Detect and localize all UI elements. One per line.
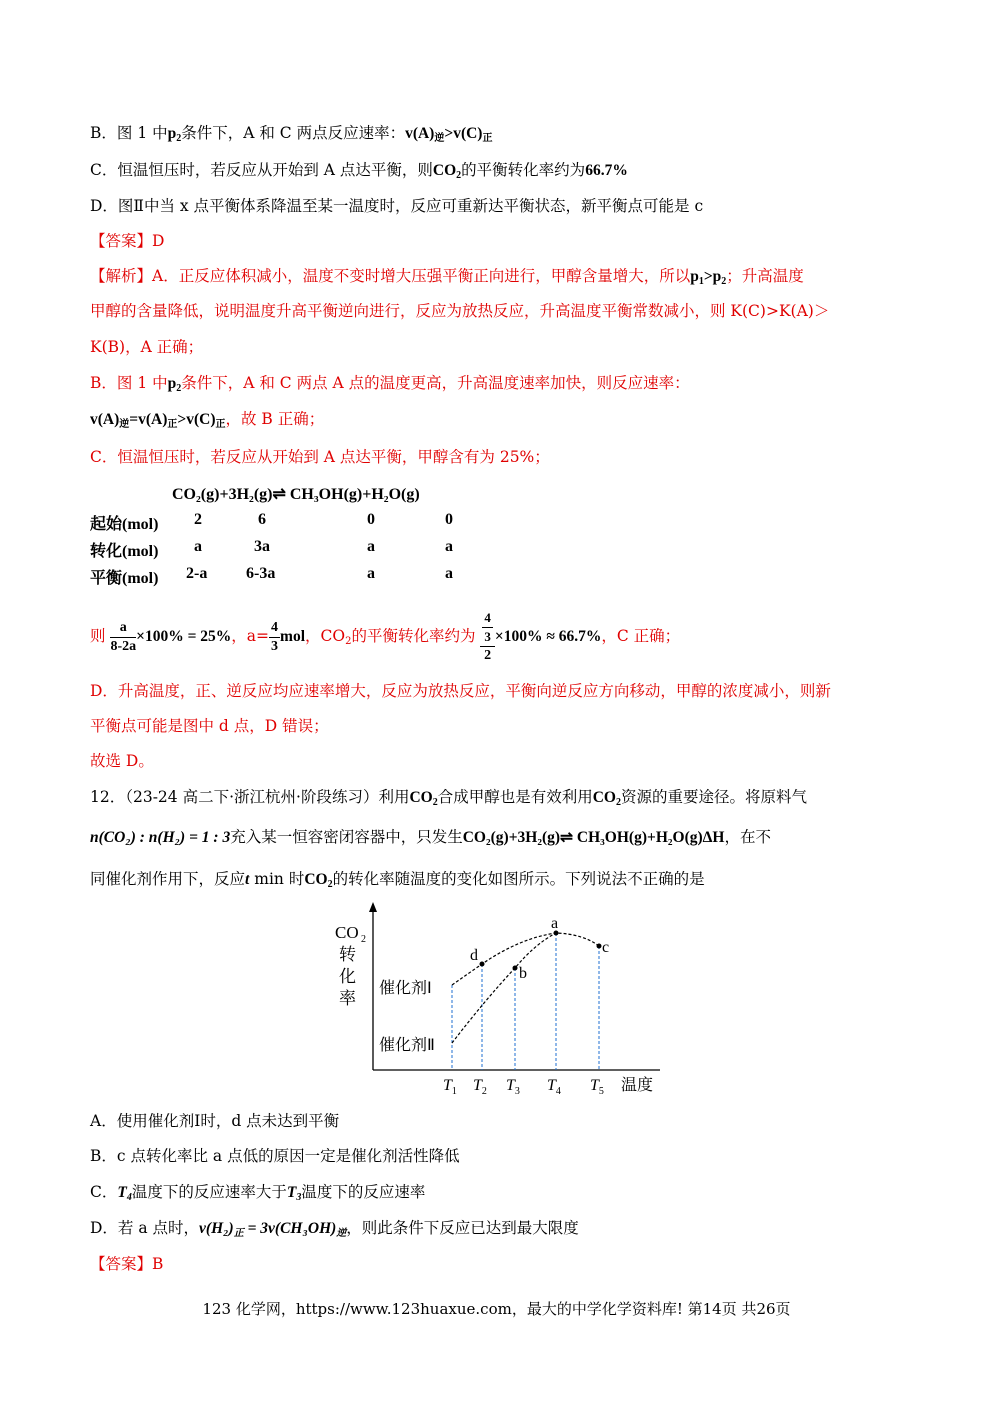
y-label-sub: 2 [361, 934, 366, 945]
question-12-line1: 12．（23-24 高二下·浙江杭州·阶段练习）利用$CO_2$合成甲醇也是有效利用$CO_2$资源的重要途径。将原料气 [90, 788, 807, 808]
fraction: $\frac{a}{8-2a}$ [110, 619, 137, 654]
fraction: $\frac{4}{3}$ [271, 619, 279, 654]
point-label-a: a [551, 915, 559, 932]
conversion-rate-figure [325, 900, 675, 1100]
ice-cell: 2 [194, 511, 202, 528]
explanation-a-line2: 甲醇的含量降低，说明温度升高平衡逆向进行，反应为放热反应，升高温度平衡常数减小，则 K(C)>K(A)＞ [90, 302, 830, 320]
ice-cell: 0 [445, 511, 453, 528]
ice-cell: a [367, 538, 375, 555]
y-label-co2: CO [335, 923, 359, 942]
ice-row-label: 起始(mol) [90, 516, 159, 533]
question-12-line3: 同催化剂作用下，反应t min 时$CO_2$的转化率随温度的变化如图所示。下列说法不正确的是 [90, 870, 705, 890]
point-label-b: b [519, 965, 527, 982]
explanation-a-line1: 【解析】A．正反应体积减小，温度不变时增大压强平衡正向进行，甲醇含量增大，所以$p_1>p_2$；升高温度 [90, 267, 804, 287]
option-c: C．恒温恒压时，若反应从开始到 A 点达平衡，则$CO_2$的平衡转化率约为66.7% [90, 161, 628, 181]
tick-label-t2: $T_2$ [473, 1077, 487, 1097]
point-b [513, 966, 518, 971]
explanation-a-line3: K(B)，A 正确； [90, 338, 204, 356]
q12-option-a: A．使用催化剂Ⅰ时，d 点未达到平衡 [90, 1112, 340, 1130]
ice-row-label: 平衡(mol) [90, 570, 159, 587]
ice-cell: a [445, 565, 453, 582]
explanation-conclusion: 故选 D。 [90, 752, 154, 770]
explanation-d-line1: D．升高温度，正、逆反应均应速率增大，反应为放热反应，平衡向逆反应方向移动，甲醇的浓度减小，则新 [90, 682, 831, 700]
point-label-c: c [602, 939, 610, 956]
ice-cell: 0 [367, 511, 375, 528]
ice-cell: 6-3a [246, 565, 276, 582]
calculation-line: 则 $\frac{a}{8-2a}$ ×100% = 25%，a= $\frac{4}{3}$ mol，$CO_2$的平衡转化率约为 $\frac{\frac{4}{3}}{2}$ ×100% ≈ 66.7%，C 正确； [90, 610, 681, 663]
answer-label-2: 【答案】B [90, 1255, 164, 1273]
catalyst-1-label: 催化剂Ⅰ [379, 980, 432, 997]
y-label-char: 转 [339, 945, 356, 964]
y-label-char: 化 [339, 967, 356, 986]
question-12-line2: n(CO₂) : n(H₂) = 1 : 3充入某一恒容密闭容器中，只发生CO₂(g)+3H₂(g)⇌ CH₃OH(g)+H₂O(g)ΔH，在不 [90, 828, 771, 846]
ice-cell: a [367, 565, 375, 582]
y-label-char: 率 [339, 989, 356, 1008]
explanation-b-line2: $v(A)_逆=v(A)_正>v(C)_正$，故 B 正确； [90, 410, 325, 430]
explanation-b-line1: B．图 1 中$p_2$条件下，A 和 C 两点 A 点的温度更高，升高温度速率加快，则反应速率： [90, 374, 690, 394]
option-b: B．图 1 中$p_2$条件下，A 和 C 两点反应速率：$v(A)_逆>v(C)_正$ [90, 124, 493, 144]
point-label-d: d [470, 947, 478, 964]
ice-row-label: 转化(mol) [90, 543, 159, 560]
explanation-d-line2: 平衡点可能是图中 d 点，D 错误； [90, 717, 329, 735]
tick-label-t4: $T_4$ [547, 1077, 561, 1097]
page-footer: 123 化学网，https://www.123huaxue.com，最大的中学化学资料库! 第14页 共26页 [202, 1300, 791, 1318]
ice-cell: a [194, 538, 202, 555]
catalyst-2-curve [452, 933, 556, 1043]
tick-label-t5: $T_5$ [590, 1077, 604, 1097]
ice-cell: 2-a [186, 565, 208, 582]
catalyst-2-label: 催化剂Ⅱ [379, 1037, 435, 1054]
point-c [597, 944, 602, 949]
answer-label: 【答案】D [90, 232, 165, 250]
x-label: 温度 [621, 1077, 654, 1094]
y-axis-arrow [369, 902, 377, 912]
nested-fraction: $\frac{\frac{4}{3}}{2}$ [480, 609, 495, 665]
option-d: D．图Ⅱ中当 x 点平衡体系降温至某一温度时，反应可重新达平衡状态，新平衡点可能是 c [90, 197, 704, 215]
q12-option-b: B．c 点转化率比 a 点低的原因一定是催化剂活性降低 [90, 1147, 460, 1165]
q12-option-d: D．若 a 点时，$v(H_2)_正 = 3v(CH_3OH)_逆$，则此条件下反应已达到最大限度 [90, 1219, 579, 1239]
ice-equation: CO₂(g)+3H₂(g)⇌ CH₃OH(g)+H₂O(g) [172, 486, 420, 503]
q12-option-c: C．$T_4$温度下的反应速率大于$T_3$温度下的反应速率 [90, 1183, 426, 1203]
explanation-c-line1: C．恒温恒压时，若反应从开始到 A 点达平衡，甲醇含有为 25%； [90, 448, 550, 466]
ice-cell: 3a [254, 538, 270, 555]
ice-cell: a [445, 538, 453, 555]
tick-label-t3: $T_3$ [506, 1077, 520, 1097]
ice-cell: 6 [258, 511, 266, 528]
point-d [480, 962, 485, 967]
tick-label-t1: $T_1$ [443, 1077, 457, 1097]
